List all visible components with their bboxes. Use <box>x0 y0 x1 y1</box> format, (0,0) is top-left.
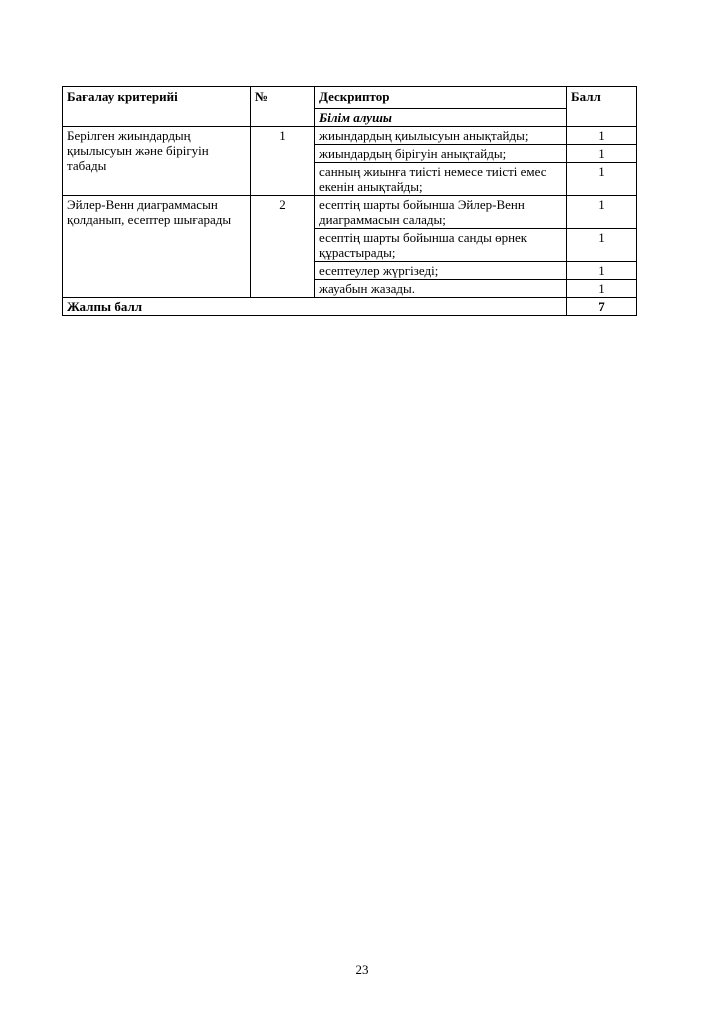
header-descriptor: Дескриптор <box>315 87 567 109</box>
descriptor-score: 1 <box>567 145 637 163</box>
table-row <box>63 127 637 145</box>
descriptor-score: 1 <box>567 229 637 262</box>
subheader-learner: Білім алушы <box>315 109 567 127</box>
descriptor-score: 1 <box>567 196 637 229</box>
descriptor-text: жиындардың қиылысуын анықтайды; <box>315 127 567 145</box>
table-row <box>63 196 637 229</box>
header-score: Балл <box>567 87 637 127</box>
descriptor-score: 1 <box>567 262 637 280</box>
descriptor-text: есептеулер жүргізеді; <box>315 262 567 280</box>
descriptor-text: есептің шарты бойынша Эйлер-Венн диаграммасын салады; <box>315 196 567 229</box>
total-label: Жалпы балл <box>63 298 567 316</box>
descriptor-text: санның жиынға тиісті немесе тиісті емес екенін анықтайды; <box>315 163 567 196</box>
descriptor-text: есептің шарты бойынша санды өрнек құрастырады; <box>315 229 567 262</box>
header-criterion: Бағалау критерийі <box>63 87 251 127</box>
criterion-text: Берілген жиындардың қиылысуын және бірігуін табады <box>63 127 251 196</box>
header-number: № <box>251 87 315 127</box>
page-number: 23 <box>355 962 369 977</box>
criterion-text: Эйлер-Венн диаграммасын қолданып, есептер шығарады <box>63 196 251 298</box>
total-row <box>63 298 637 316</box>
total-value: 7 <box>567 298 637 316</box>
descriptor-text: жиындардың бірігуін анықтайды; <box>315 145 567 163</box>
descriptor-score: 1 <box>567 127 637 145</box>
criterion-number: 1 <box>251 127 315 196</box>
descriptor-score: 1 <box>567 280 637 298</box>
table-header-row <box>63 87 637 109</box>
descriptor-score: 1 <box>567 163 637 196</box>
assessment-rubric-table <box>62 86 637 316</box>
descriptor-text: жауабын жазады. <box>315 280 567 298</box>
criterion-number: 2 <box>251 196 315 298</box>
